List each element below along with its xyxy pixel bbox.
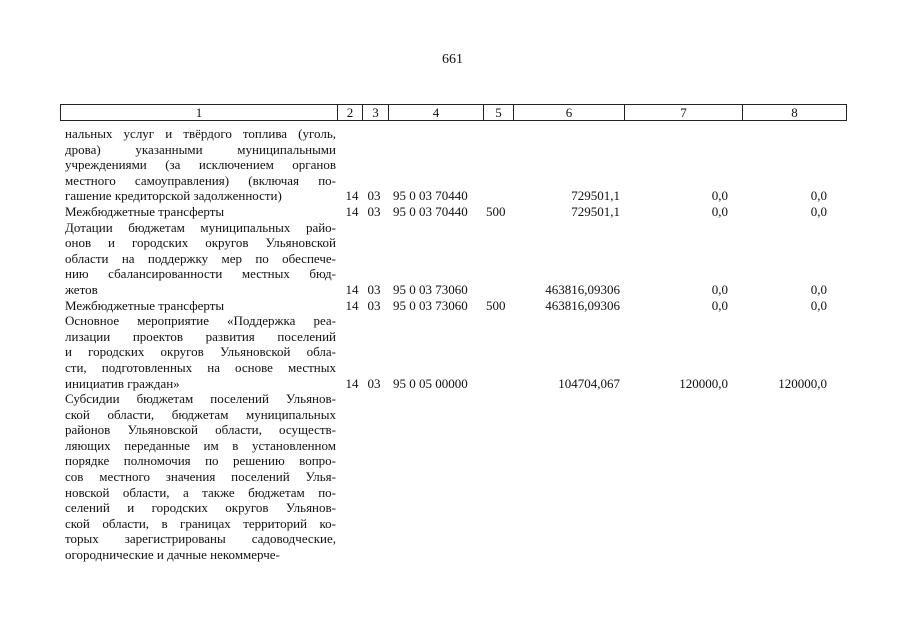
row-name-line: нию сбалансированности местных бюд-	[65, 266, 336, 282]
header-col-2: 2	[337, 105, 362, 120]
row-name-line: лизации проектов развития поселений	[65, 328, 336, 344]
row-name-line: местного самоуправления) (включая по-	[65, 172, 336, 188]
row-name-line: Межбюджетные трансферты	[65, 297, 225, 313]
cell-c4: 95 0 05 00000	[393, 375, 468, 391]
header-col-6: 6	[513, 105, 624, 120]
row-name	[60, 220, 336, 298]
cell-c5: 500	[486, 203, 506, 219]
row-name-line: Дотации бюджетам муниципальных райо-	[65, 219, 336, 235]
row-name-line: Субсидии бюджетам поселений Ульянов-	[65, 391, 336, 407]
row-name-line: сти, подготовленных на основе местных	[65, 359, 336, 375]
row-name-line: области на поддержку мер по обеспече-	[65, 250, 336, 266]
row-name-line: новской области, а также бюджетам по-	[65, 484, 336, 500]
table-row	[60, 298, 847, 314]
cell-c4: 95 0 03 70440	[393, 203, 468, 219]
cell-c3: 03	[367, 297, 381, 313]
cell-c8: 120000,0	[778, 375, 827, 391]
row-name-line: порядке полномочия по решению вопро-	[65, 453, 336, 469]
table-header	[60, 104, 847, 121]
row-name-line: Межбюджетные трансферты	[65, 203, 225, 219]
cell-c4: 95 0 03 73060	[393, 297, 468, 313]
cell-c8: 0,0	[810, 188, 827, 204]
cell-c6: 463816,09306	[545, 281, 620, 297]
header-col-8: 8	[742, 105, 846, 120]
table-row	[60, 126, 847, 204]
header-col-7: 7	[624, 105, 742, 120]
header-col-1: 1	[195, 105, 203, 120]
row-name-line: сов местного значения поселений Улья-	[65, 469, 336, 485]
cell-c8: 0,0	[810, 203, 827, 219]
row-name-line: ской области, бюджетам муниципальных	[65, 406, 336, 422]
header-col-3: 3	[362, 105, 388, 120]
cell-c2: 14	[345, 281, 359, 297]
cell-c7: 0,0	[711, 281, 728, 297]
table-row	[60, 220, 847, 298]
row-name-line: селений и городских округов Ульянов-	[65, 500, 336, 516]
cell-c6: 729501,1	[571, 188, 620, 204]
cell-c6: 463816,09306	[545, 297, 620, 313]
row-name	[60, 391, 336, 563]
table-row	[60, 313, 847, 391]
cell-c4: 95 0 03 70440	[393, 188, 468, 204]
row-name-line: онов и городских округов Ульяновской	[65, 235, 336, 251]
cell-c7: 0,0	[711, 297, 728, 313]
row-name-line: нальных услуг и твёрдого топлива (уголь,	[65, 126, 336, 141]
table-row	[60, 391, 847, 563]
row-name-line: районов Ульяновской области, осуществ-	[65, 422, 336, 438]
row-name-line: учреждениями (за исключением органов	[65, 157, 336, 173]
cell-c3: 03	[367, 188, 381, 204]
cell-c5: 500	[486, 297, 506, 313]
row-name	[60, 298, 336, 314]
table-row	[60, 204, 847, 220]
row-name-line: жетов	[65, 281, 98, 297]
row-name-line: гашение кредиторской задолженности)	[65, 188, 282, 204]
row-name-line: дрова) указанными муниципальными	[65, 141, 336, 157]
row-name-line: ской области, в границах территорий ко-	[65, 515, 336, 531]
cell-c2: 14	[345, 203, 359, 219]
cell-c7: 120000,0	[679, 375, 728, 391]
cell-c2: 14	[345, 375, 359, 391]
row-name-line: огороднические и дачные некоммерче-	[65, 547, 280, 563]
row-name-line: торых зарегистрированы садоводческие,	[65, 531, 336, 547]
cell-c8: 0,0	[810, 281, 827, 297]
row-name-line: Основное мероприятие «Поддержка реа-	[65, 313, 336, 329]
row-name-line: ляющих переданные им в установленном	[65, 437, 336, 453]
row-name	[60, 126, 336, 204]
cell-c3: 03	[367, 375, 381, 391]
row-name	[60, 204, 336, 220]
cell-c2: 14	[345, 188, 359, 204]
cell-c3: 03	[367, 203, 381, 219]
cell-c3: 03	[367, 281, 381, 297]
header-col-5: 5	[483, 105, 513, 120]
row-name-line: инициатив граждан»	[65, 375, 180, 391]
cell-c7: 0,0	[711, 188, 728, 204]
cell-c4: 95 0 03 73060	[393, 281, 468, 297]
cell-c2: 14	[345, 297, 359, 313]
cell-c6: 104704,067	[558, 375, 620, 391]
table-body	[60, 126, 847, 563]
page-number: 661	[442, 52, 463, 67]
header-col-4: 4	[388, 105, 483, 120]
row-name-line: и городских округов Ульяновской обла-	[65, 344, 336, 360]
row-name	[60, 313, 336, 391]
cell-c8: 0,0	[810, 297, 827, 313]
cell-c7: 0,0	[711, 203, 728, 219]
cell-c6: 729501,1	[571, 203, 620, 219]
